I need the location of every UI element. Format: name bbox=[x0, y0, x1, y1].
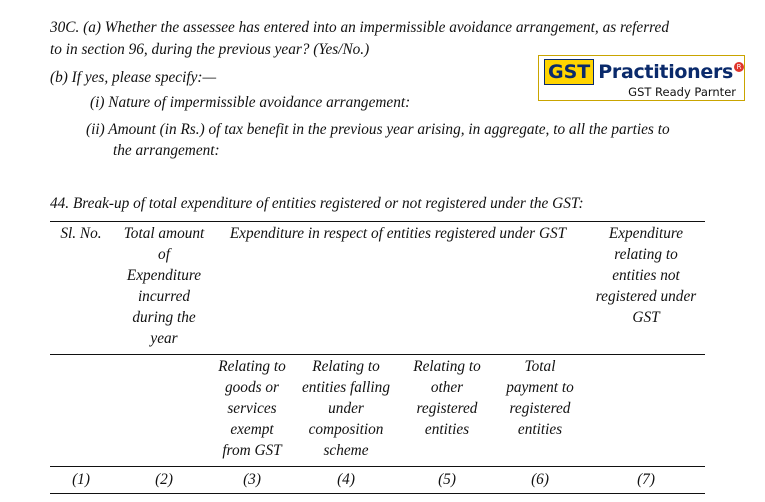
header-total-expenditure: Total amount of Expenditure incurred during the year bbox=[123, 225, 205, 347]
subheader-other-registered: Relating to other registered entities bbox=[413, 358, 481, 438]
subheader-exempt: Relating to goods or services exempt from GST bbox=[218, 358, 286, 459]
q30c-line-2: to in section 96, during the previous year? (Yes/No.) bbox=[50, 41, 370, 58]
subheader-rule bbox=[50, 466, 705, 467]
gst-practitioners-logo bbox=[538, 55, 745, 101]
table-bottom-rule bbox=[50, 493, 705, 494]
column-number-6: (6) bbox=[531, 471, 549, 488]
q30c-item-ii-line-1: (ii) Amount (in Rs.) of tax benefit in the previous year arising, in aggregate, to all the parties to bbox=[86, 121, 670, 138]
subheader-composition: Relating to entities falling under composition scheme bbox=[302, 358, 390, 459]
column-number-1: (1) bbox=[72, 471, 90, 488]
logo-name: Practitioners bbox=[598, 61, 734, 83]
header-not-registered-expenditure: Expenditure relating to entities not registered under GST bbox=[595, 225, 697, 326]
column-number-2: (2) bbox=[155, 471, 173, 488]
table-top-rule bbox=[50, 221, 705, 222]
column-number-5: (5) bbox=[438, 471, 456, 488]
registered-mark-icon: R bbox=[734, 62, 744, 72]
header-registered-expenditure: Expenditure in respect of entities registered under GST bbox=[229, 225, 567, 242]
q44-title: 44. Break-up of total expenditure of entities registered or not registered under the GST: bbox=[50, 195, 584, 212]
logo-gst-badge: GST bbox=[544, 59, 594, 85]
q30c-item-ii-line-2: the arrangement: bbox=[113, 142, 220, 159]
logo-tagline: GST Ready Parnter bbox=[628, 85, 736, 99]
header-rule bbox=[50, 354, 705, 355]
subheader-total-registered: Total payment to registered entities bbox=[506, 358, 574, 438]
q30c-line-3: (b) If yes, please specify:— bbox=[50, 69, 217, 86]
column-number-3: (3) bbox=[243, 471, 261, 488]
column-number-7: (7) bbox=[637, 471, 655, 488]
column-number-4: (4) bbox=[337, 471, 355, 488]
header-sl-no: Sl. No. bbox=[60, 225, 102, 242]
q30c-line-1: 30C. (a) Whether the assessee has entered into an impermissible avoidance arrangement, as referred bbox=[50, 19, 669, 36]
q30c-item-i: (i) Nature of impermissible avoidance arrangement: bbox=[90, 94, 411, 111]
